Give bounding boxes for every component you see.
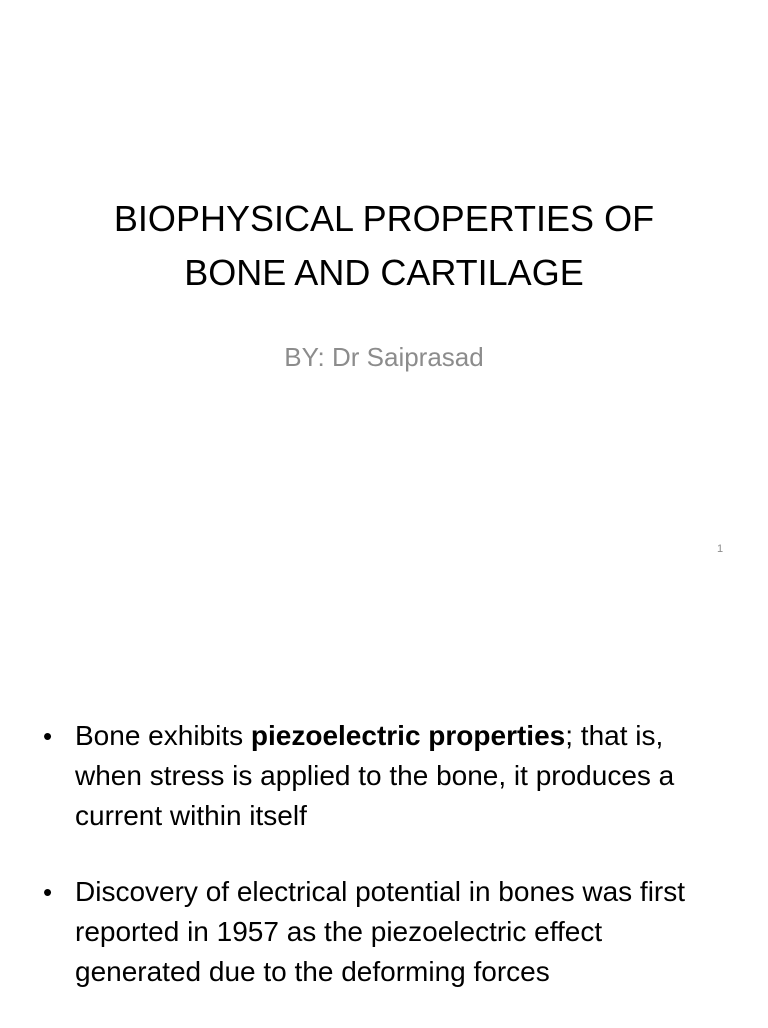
bullet-text-2: Discovery of electrical potential in bones was first reported in 1957 as the piezoelectric effect generated due to the deforming forces (75, 876, 686, 987)
bullet-1-bold-term: piezoelectric properties (250, 720, 566, 751)
bullet-item-1 (0, 716, 768, 836)
content-slide (0, 576, 768, 1024)
slide-title-line-1: BIOPHYSICAL PROPERTIES OF (113, 198, 655, 239)
bullet-dot-icon: • (43, 721, 53, 751)
slide-title-line-2: BONE AND CARTILAGE (184, 252, 584, 293)
bullet-dot-icon: • (43, 877, 53, 907)
bullet-list (0, 716, 768, 1028)
slide-title (0, 192, 768, 300)
bullet-item-2 (0, 872, 768, 992)
bullet-1-text-start: Bone exhibits (75, 720, 251, 751)
bullet-text-1 (75, 720, 674, 831)
bullet-1-text-end: ; that is, when stress is applied to the bone, it produces a current within itself (75, 720, 675, 831)
page-number: 1 (716, 543, 724, 555)
slide-subtitle: BY: Dr Saiprasad (284, 342, 484, 372)
